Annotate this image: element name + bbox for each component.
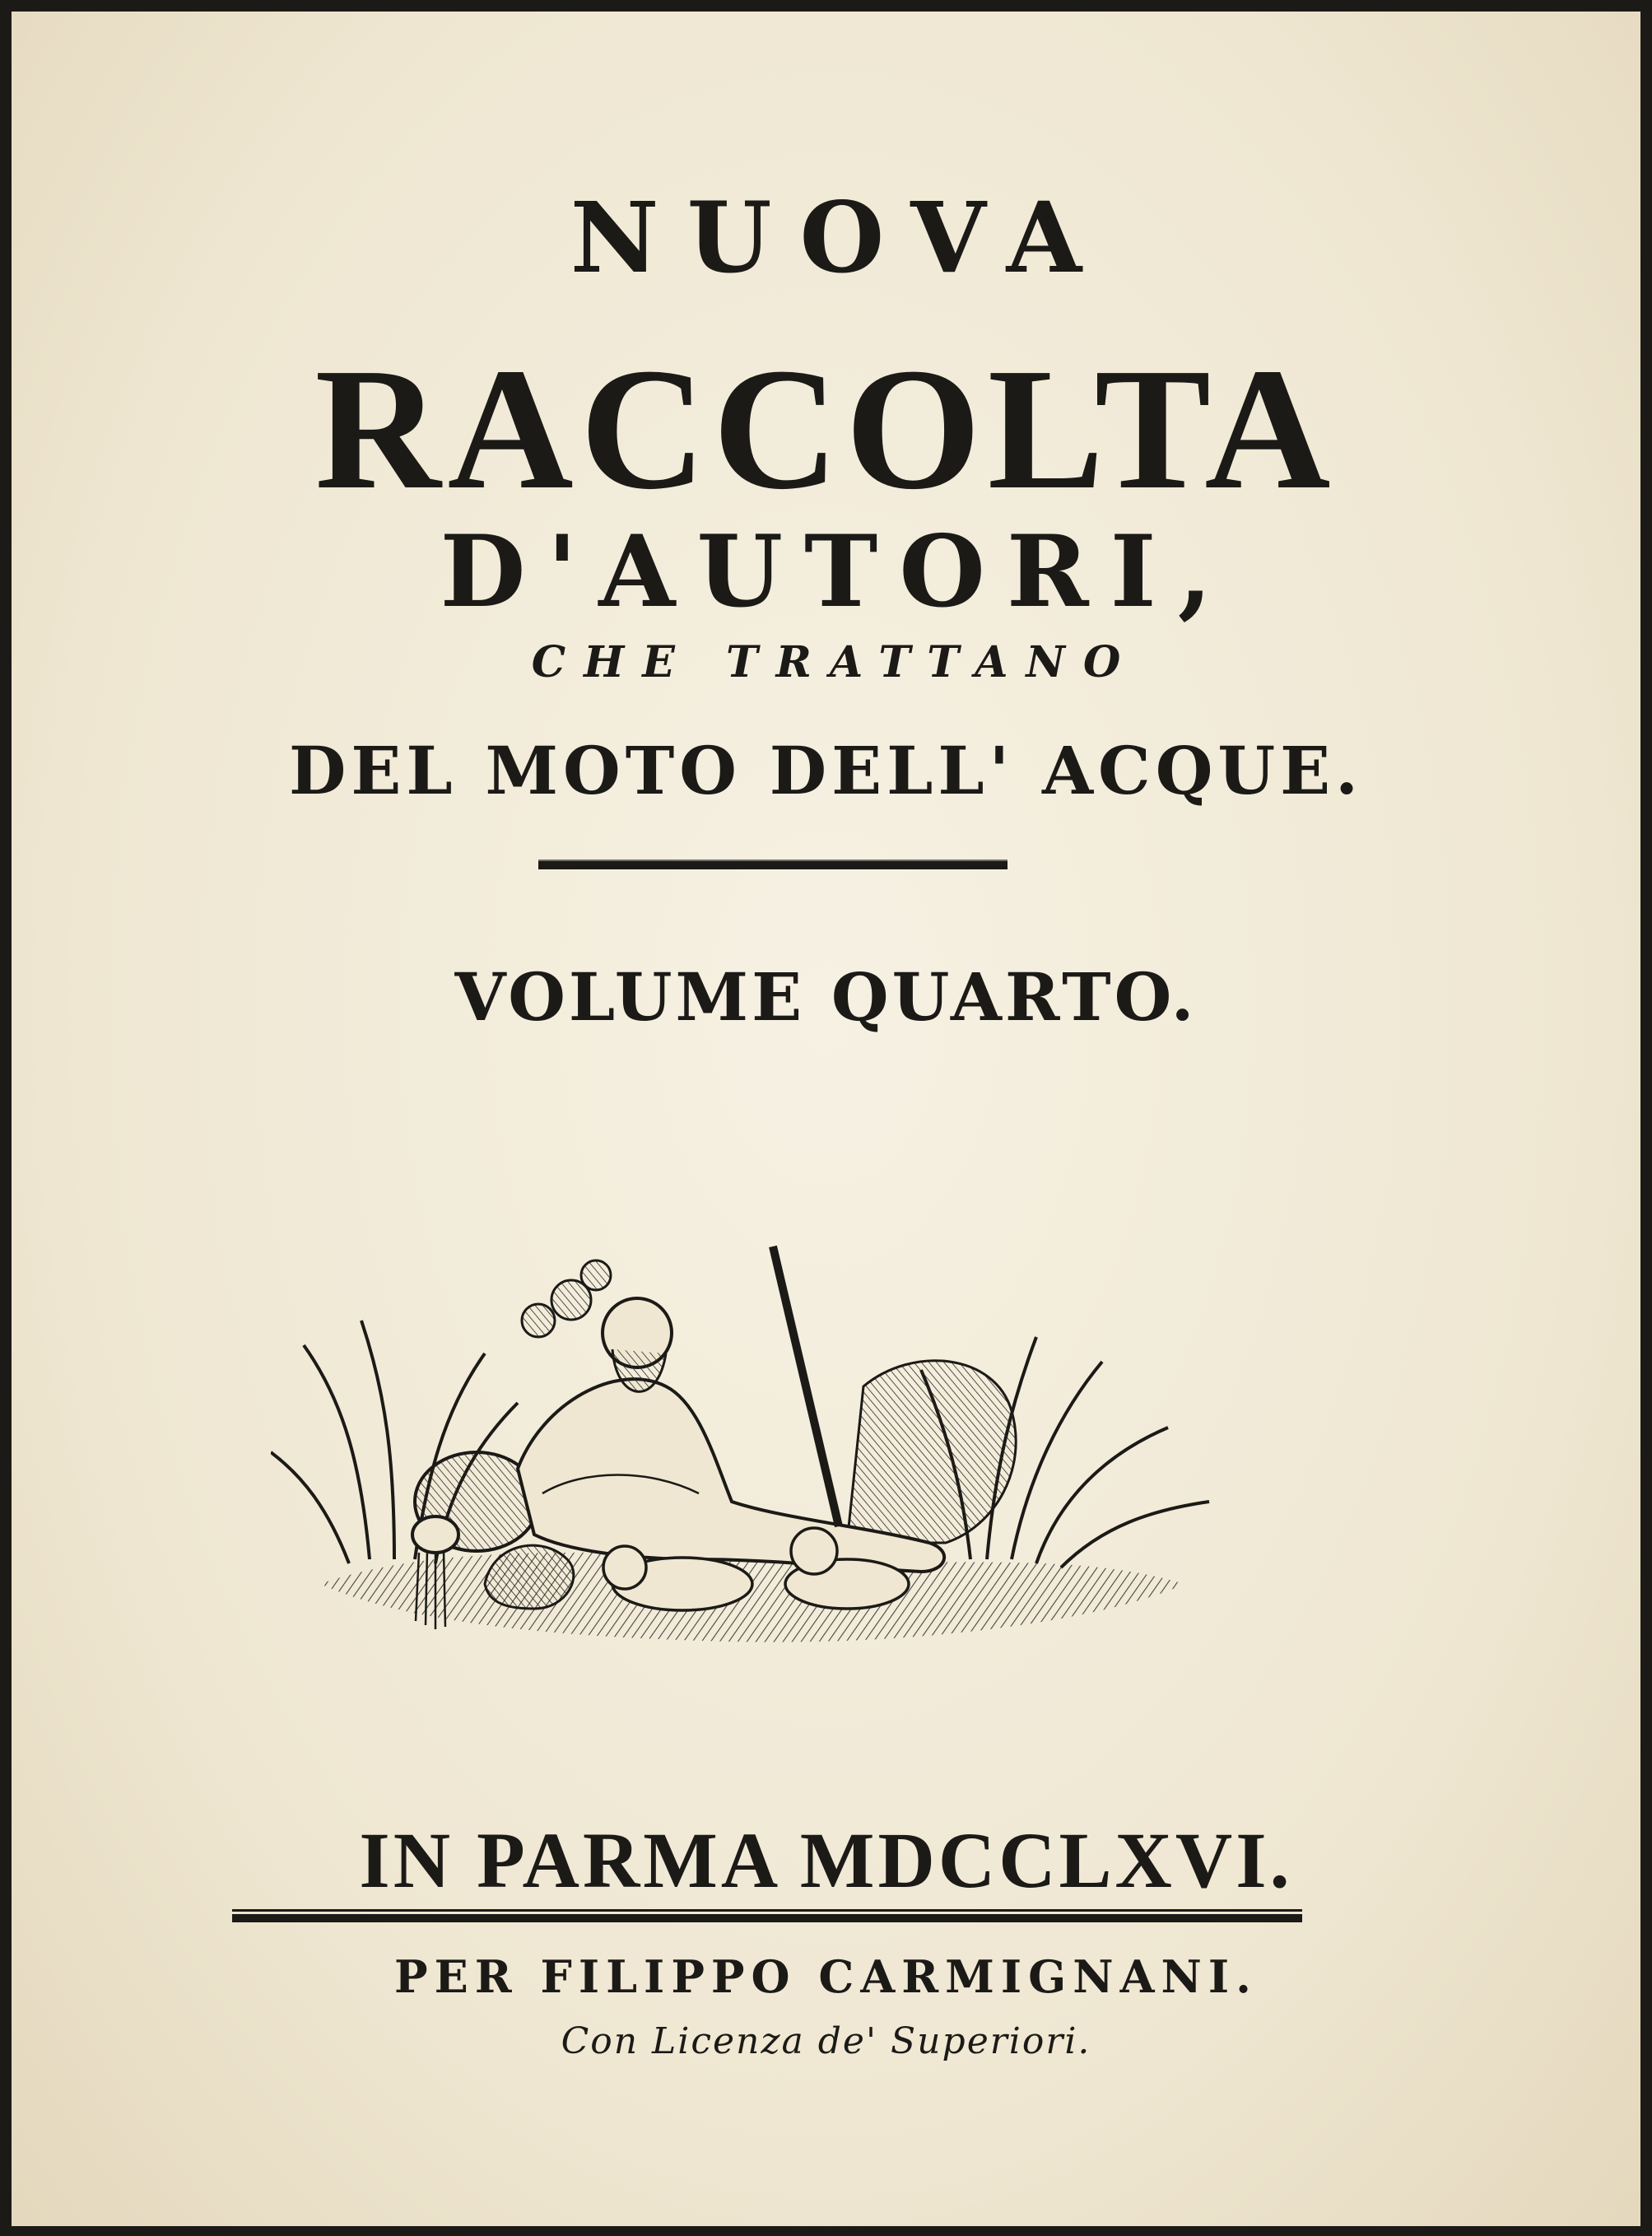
title-page	[12, 12, 1640, 2226]
volume-label: VOLUME QUARTO.	[454, 958, 1198, 1036]
divider-rule-bottom	[232, 1909, 1302, 1922]
divider-rule-top	[538, 859, 1007, 871]
imprint-place-year: IN PARMA MDCCLXVI.	[359, 1816, 1293, 1904]
title-line-nuova: NUOVA	[570, 180, 1110, 295]
title-line-che-trattano: CHE TRATTANO	[531, 637, 1139, 687]
title-line-raccolta: RACCOLTA	[314, 332, 1338, 525]
title-line-del-moto: DEL MOTO DELL' ACQUE.	[289, 732, 1363, 809]
license-line: Con Licenza de' Superiori.	[561, 2020, 1091, 2062]
printer-line: PER FILIPPO CARMIGNANI.	[394, 1950, 1258, 2003]
river-god-vignette-icon	[271, 1197, 1217, 1658]
title-line-dautori: D'AUTORI,	[440, 514, 1234, 630]
